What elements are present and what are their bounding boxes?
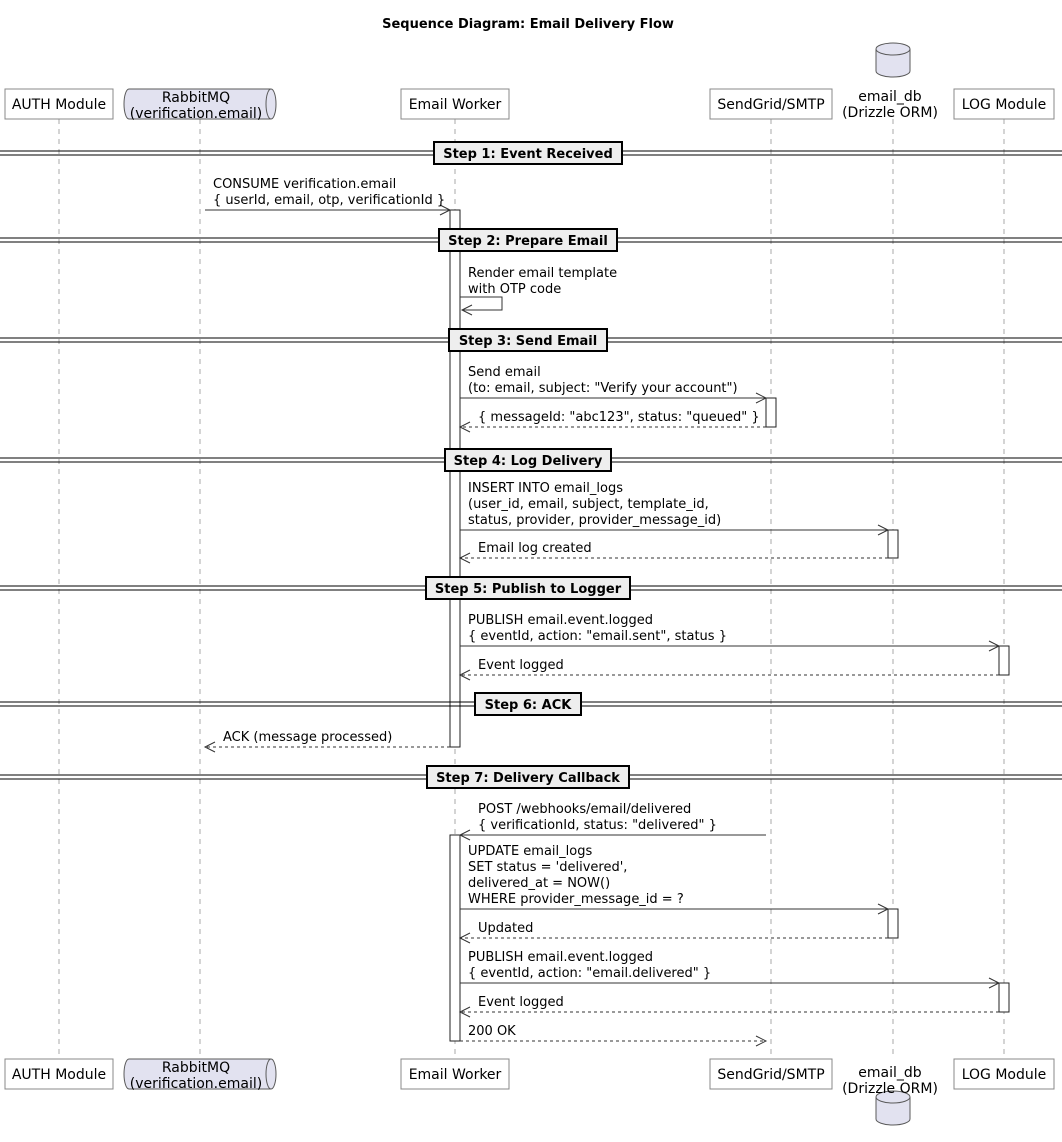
activation-bar [766,398,776,427]
participant-label: (Drizzle ORM) [842,105,938,121]
step-divider-label: Step 1: Event Received [443,147,613,162]
participant-rmq-top [124,89,276,122]
message-label: SET status = 'delivered', [468,860,628,875]
activation-bar [888,909,898,938]
step-divider [0,766,1062,788]
message [460,541,888,563]
message-label: { userId, email, otp, verificationId } [213,193,446,208]
message-label: 200 OK [468,1024,516,1039]
message [460,995,999,1017]
participant-label: SendGrid/SMTP [717,1067,825,1083]
message-label: { eventId, action: "email.delivered" } [468,966,712,981]
message-label: Updated [478,921,534,936]
message-label: with OTP code [468,282,562,297]
message-label: (user_id, email, subject, template_id, [468,497,709,512]
step-divider-label: Step 4: Log Delivery [453,454,603,469]
messages [205,177,999,1046]
message-label: Send email [468,365,541,380]
message [460,410,766,432]
message [460,658,999,680]
message [460,921,888,943]
participant-log-top [954,89,1054,119]
message [460,613,999,651]
participant-label: (verification.email) [129,1076,263,1092]
message [460,481,888,535]
step-divider [0,693,1062,715]
step-divider [0,142,1062,164]
activation-bar [999,983,1009,1012]
participant-sendgrid-bottom [710,1059,832,1089]
message [460,802,766,840]
participant-label: SendGrid/SMTP [717,97,825,113]
step-divider-label: Step 6: ACK [484,698,572,713]
message [205,177,450,215]
participant-auth-top [5,89,113,119]
step-divider [0,229,1062,251]
message-label: Email log created [478,541,592,556]
message-label: delivered_at = NOW() [468,876,611,891]
activation-bar [450,210,460,747]
participant-sendgrid-top [710,89,832,119]
participant-label: Email Worker [408,97,502,113]
database-icon [876,43,910,77]
participant-label: RabbitMQ [161,90,231,106]
participant-label: Email Worker [408,1067,502,1083]
step-divider [0,329,1062,351]
activation-bar [999,646,1009,675]
participant-label: (verification.email) [129,106,263,122]
message [460,266,617,315]
step-divider-label: Step 3: Send Email [458,334,598,349]
activation-bar [888,530,898,558]
participant-auth-bottom [5,1059,113,1089]
message-label: POST /webhooks/email/delivered [478,802,692,817]
participant-db-top [842,43,938,121]
message-label: { eventId, action: "email.sent", status } [468,629,727,644]
participant-label: email_db [858,1065,922,1081]
participant-label: email_db [858,89,922,105]
message [460,365,766,403]
message-label: (to: email, subject: "Verify your account") [468,381,738,396]
message-label: Event logged [478,995,564,1010]
message-label: { verificationId, status: "delivered" } [478,818,717,833]
message-label: INSERT INTO email_logs [468,481,623,496]
participant-label: AUTH Module [11,97,107,113]
participant-db-bottom [842,1065,938,1125]
diagram-title: Sequence Diagram: Email Delivery Flow [382,17,674,32]
activation-bar [450,835,460,1041]
message-label: status, provider, provider_message_id) [468,513,722,528]
participant-label: LOG Module [961,1067,1047,1083]
participant-label: (Drizzle ORM) [842,1081,938,1097]
message-label: WHERE provider_message_id = ? [468,892,684,907]
step-dividers [0,142,1062,788]
step-divider-label: Step 5: Publish to Logger [434,582,622,597]
participant-log-bottom [954,1059,1054,1089]
step-divider [0,449,1062,471]
message-label: PUBLISH email.event.logged [468,613,653,628]
participant-label: LOG Module [961,97,1047,113]
participant-worker-top [401,89,509,119]
message-label: Render email template [468,266,618,281]
participant-label: AUTH Module [11,1067,107,1083]
message-label: UPDATE email_logs [468,844,593,859]
participant-label: RabbitMQ [161,1060,231,1076]
participant-rmq-bottom [124,1059,276,1092]
step-divider-label: Step 7: Delivery Callback [436,771,620,786]
message-label: Event logged [478,658,564,673]
step-divider-label: Step 2: Prepare Email [448,234,608,249]
message-label: ACK (message processed) [223,730,393,745]
message-label: { messageId: "abc123", status: "queued" } [478,410,760,425]
message [460,1024,766,1046]
message-label: PUBLISH email.event.logged [468,950,653,965]
message [460,844,888,914]
participant-worker-bottom [401,1059,509,1089]
message-label: CONSUME verification.email [213,177,397,192]
message [460,950,999,988]
message [205,730,450,752]
step-divider [0,577,1062,599]
